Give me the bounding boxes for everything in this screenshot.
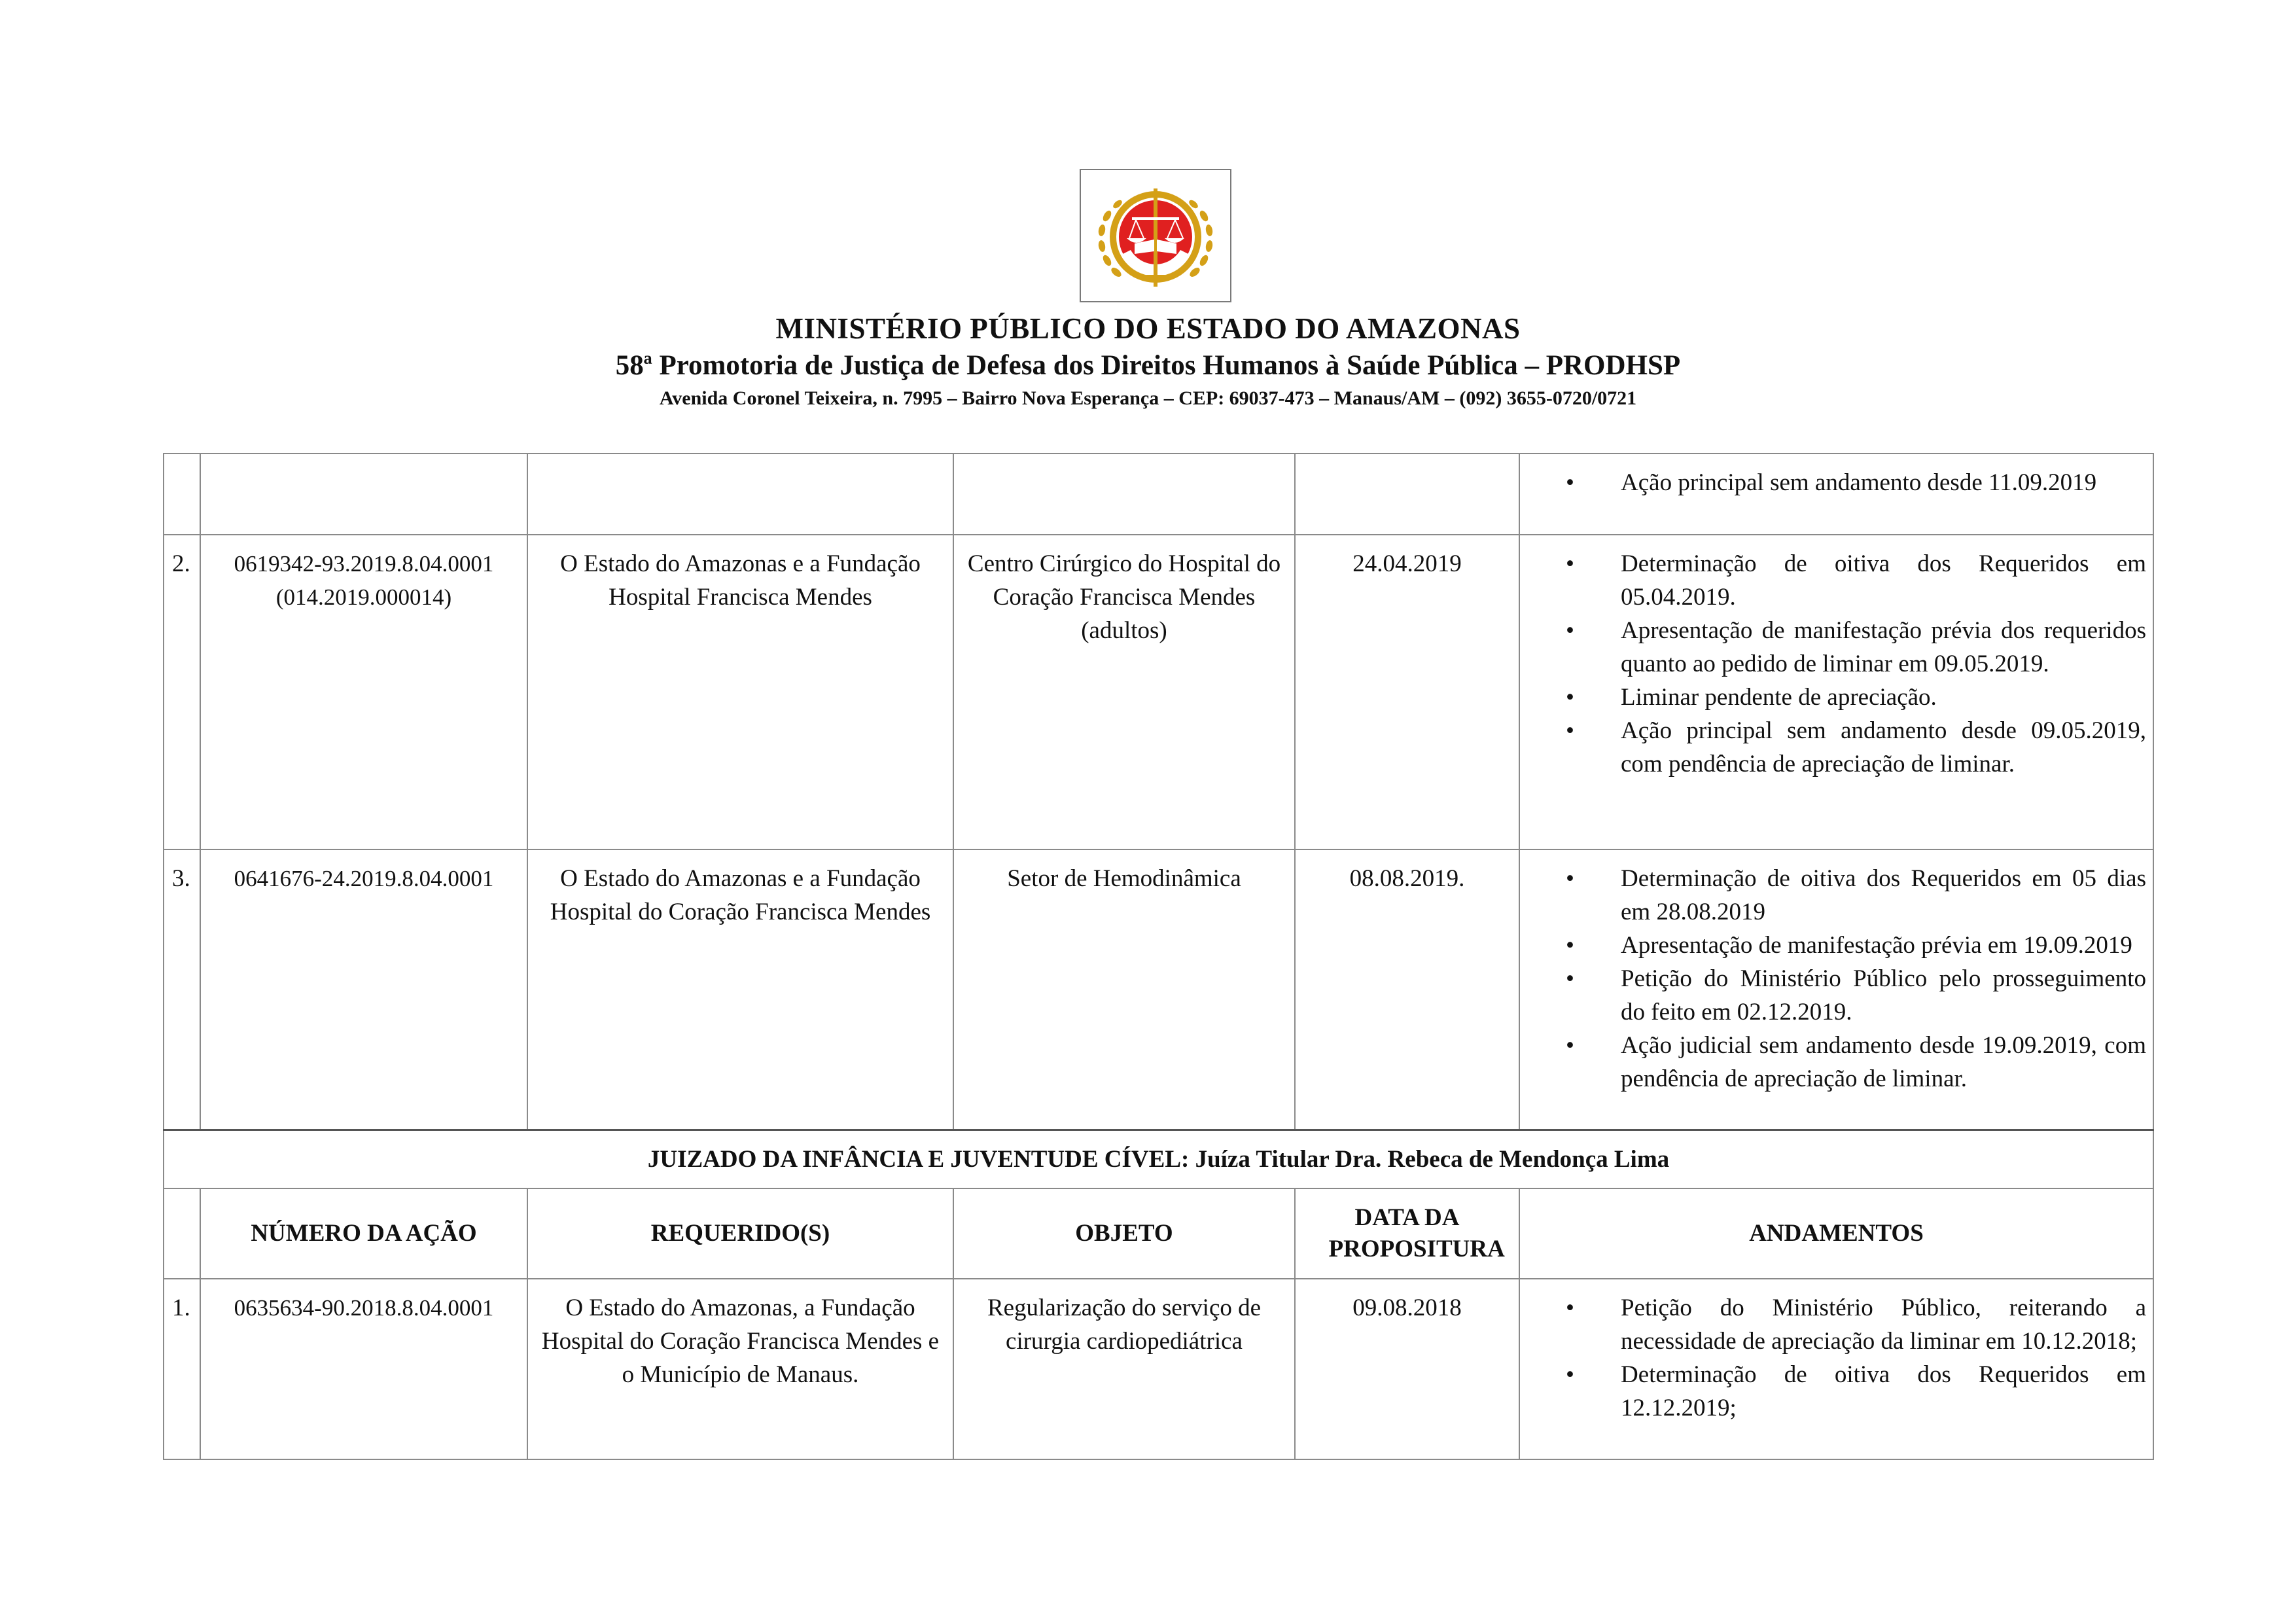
- action-number-cell: [200, 535, 527, 849]
- requeridos-cell: O Estado do Amazonas e a Fundação Hospital Francisca Mendes: [527, 535, 953, 849]
- action-number: 0619342-93.2019.8.04.0001: [234, 551, 494, 577]
- action-number-cell: [200, 1279, 527, 1459]
- table-header-row: [164, 1188, 2153, 1279]
- andamentos-cell: [1519, 535, 2153, 849]
- andamentos-cell: [1519, 454, 2153, 535]
- address-line: Avenida Coronel Teixeira, n. 7995 – Bairro Nova Esperança – CEP: 69037-473 – Manaus/AM – (092) 3655-0720/0721: [659, 387, 1637, 409]
- requeridos-cell: O Estado do Amazonas e a Fundação Hospital do Coração Francisca Mendes: [527, 849, 953, 1130]
- requeridos-cell: O Estado do Amazonas, a Fundação Hospital do Coração Francisca Mendes e o Município de Manaus.: [527, 1279, 953, 1459]
- objeto-cell: Regularização do serviço de cirurgia cardiopediátrica: [953, 1279, 1295, 1459]
- column-header-text: DATA DA PROPOSITURA: [1328, 1204, 1505, 1262]
- org-title: MINISTÉRIO PÚBLICO DO ESTADO DO AMAZONAS: [775, 312, 1521, 345]
- table-row: [164, 1279, 2153, 1459]
- list-item: • Determinação de oitiva dos Requeridos em 05 dias em 28.08.2019: [1566, 862, 2146, 929]
- logo-frame: [1080, 169, 1231, 302]
- row-index: 1.: [164, 1279, 200, 1459]
- list-item: • Apresentação de manifestação prévia em 19.09.2019: [1566, 929, 2146, 962]
- column-header: [1295, 1188, 1519, 1279]
- section-heading-row: [164, 1130, 2153, 1188]
- table-row: [164, 849, 2153, 1130]
- action-number-alt: (014.2019.000014): [275, 584, 452, 610]
- andamentos-cell: [1519, 849, 2153, 1130]
- list-item: • Determinação de oitiva dos Requeridos em 12.12.2019;: [1566, 1358, 2146, 1425]
- action-number: 0635634-90.2018.8.04.0001: [234, 1294, 494, 1321]
- table-row: [164, 535, 2153, 849]
- table-row: [164, 454, 2153, 535]
- column-header: ANDAMENTOS: [1519, 1188, 2153, 1279]
- date-cell: 09.08.2018: [1295, 1279, 1519, 1459]
- andamentos-cell: [1519, 1279, 2153, 1459]
- list-item: • Determinação de oitiva dos Requeridos em 05.04.2019.: [1566, 547, 2146, 614]
- list-item: • Liminar pendente de apreciação.: [1566, 681, 2146, 714]
- date-cell: 24.04.2019: [1295, 535, 1519, 849]
- row-index: 3.: [164, 849, 200, 1130]
- column-header: REQUERIDO(S): [527, 1188, 953, 1279]
- list-item: • Ação principal sem andamento desde 11.09.2019: [1566, 466, 2146, 499]
- action-number-cell: [200, 849, 527, 1130]
- column-header: NÚMERO DA AÇÃO: [200, 1188, 527, 1279]
- row-index: 2.: [164, 535, 200, 849]
- column-header: OBJETO: [953, 1188, 1295, 1279]
- date-cell: 08.08.2019.: [1295, 849, 1519, 1130]
- list-item: • Apresentação de manifestação prévia dos requeridos quanto ao pedido de liminar em 09.05.2019.: [1566, 614, 2146, 681]
- list-item: • Petição do Ministério Público, reiterando a necessidade de apreciação da liminar em 10.12.2018;: [1566, 1291, 2146, 1358]
- list-item: • Petição do Ministério Público pelo prosseguimento do feito em 02.12.2019.: [1566, 962, 2146, 1029]
- actions-table: [163, 453, 2154, 1460]
- objeto-cell: Centro Cirúrgico do Hospital do Coração Francisca Mendes (adultos): [953, 535, 1295, 849]
- action-number: 0641676-24.2019.8.04.0001: [234, 866, 494, 891]
- section-title: JUIZADO DA INFÂNCIA E JUVENTUDE CÍVEL: Juíza Titular Dra. Rebeca de Mendonça Lima: [164, 1130, 2153, 1188]
- list-item: • Ação judicial sem andamento desde 19.09.2019, com pendência de apreciação de liminar.: [1566, 1029, 2146, 1096]
- objeto-cell: Setor de Hemodinâmica: [953, 849, 1295, 1130]
- list-item: • Ação principal sem andamento desde 09.05.2019, com pendência de apreciação de liminar.: [1566, 714, 2146, 781]
- scales-of-justice-seal-icon: [1081, 170, 1230, 301]
- department-title: 58ª Promotoria de Justiça de Defesa dos Direitos Humanos à Saúde Pública – PRODHSP: [615, 350, 1681, 381]
